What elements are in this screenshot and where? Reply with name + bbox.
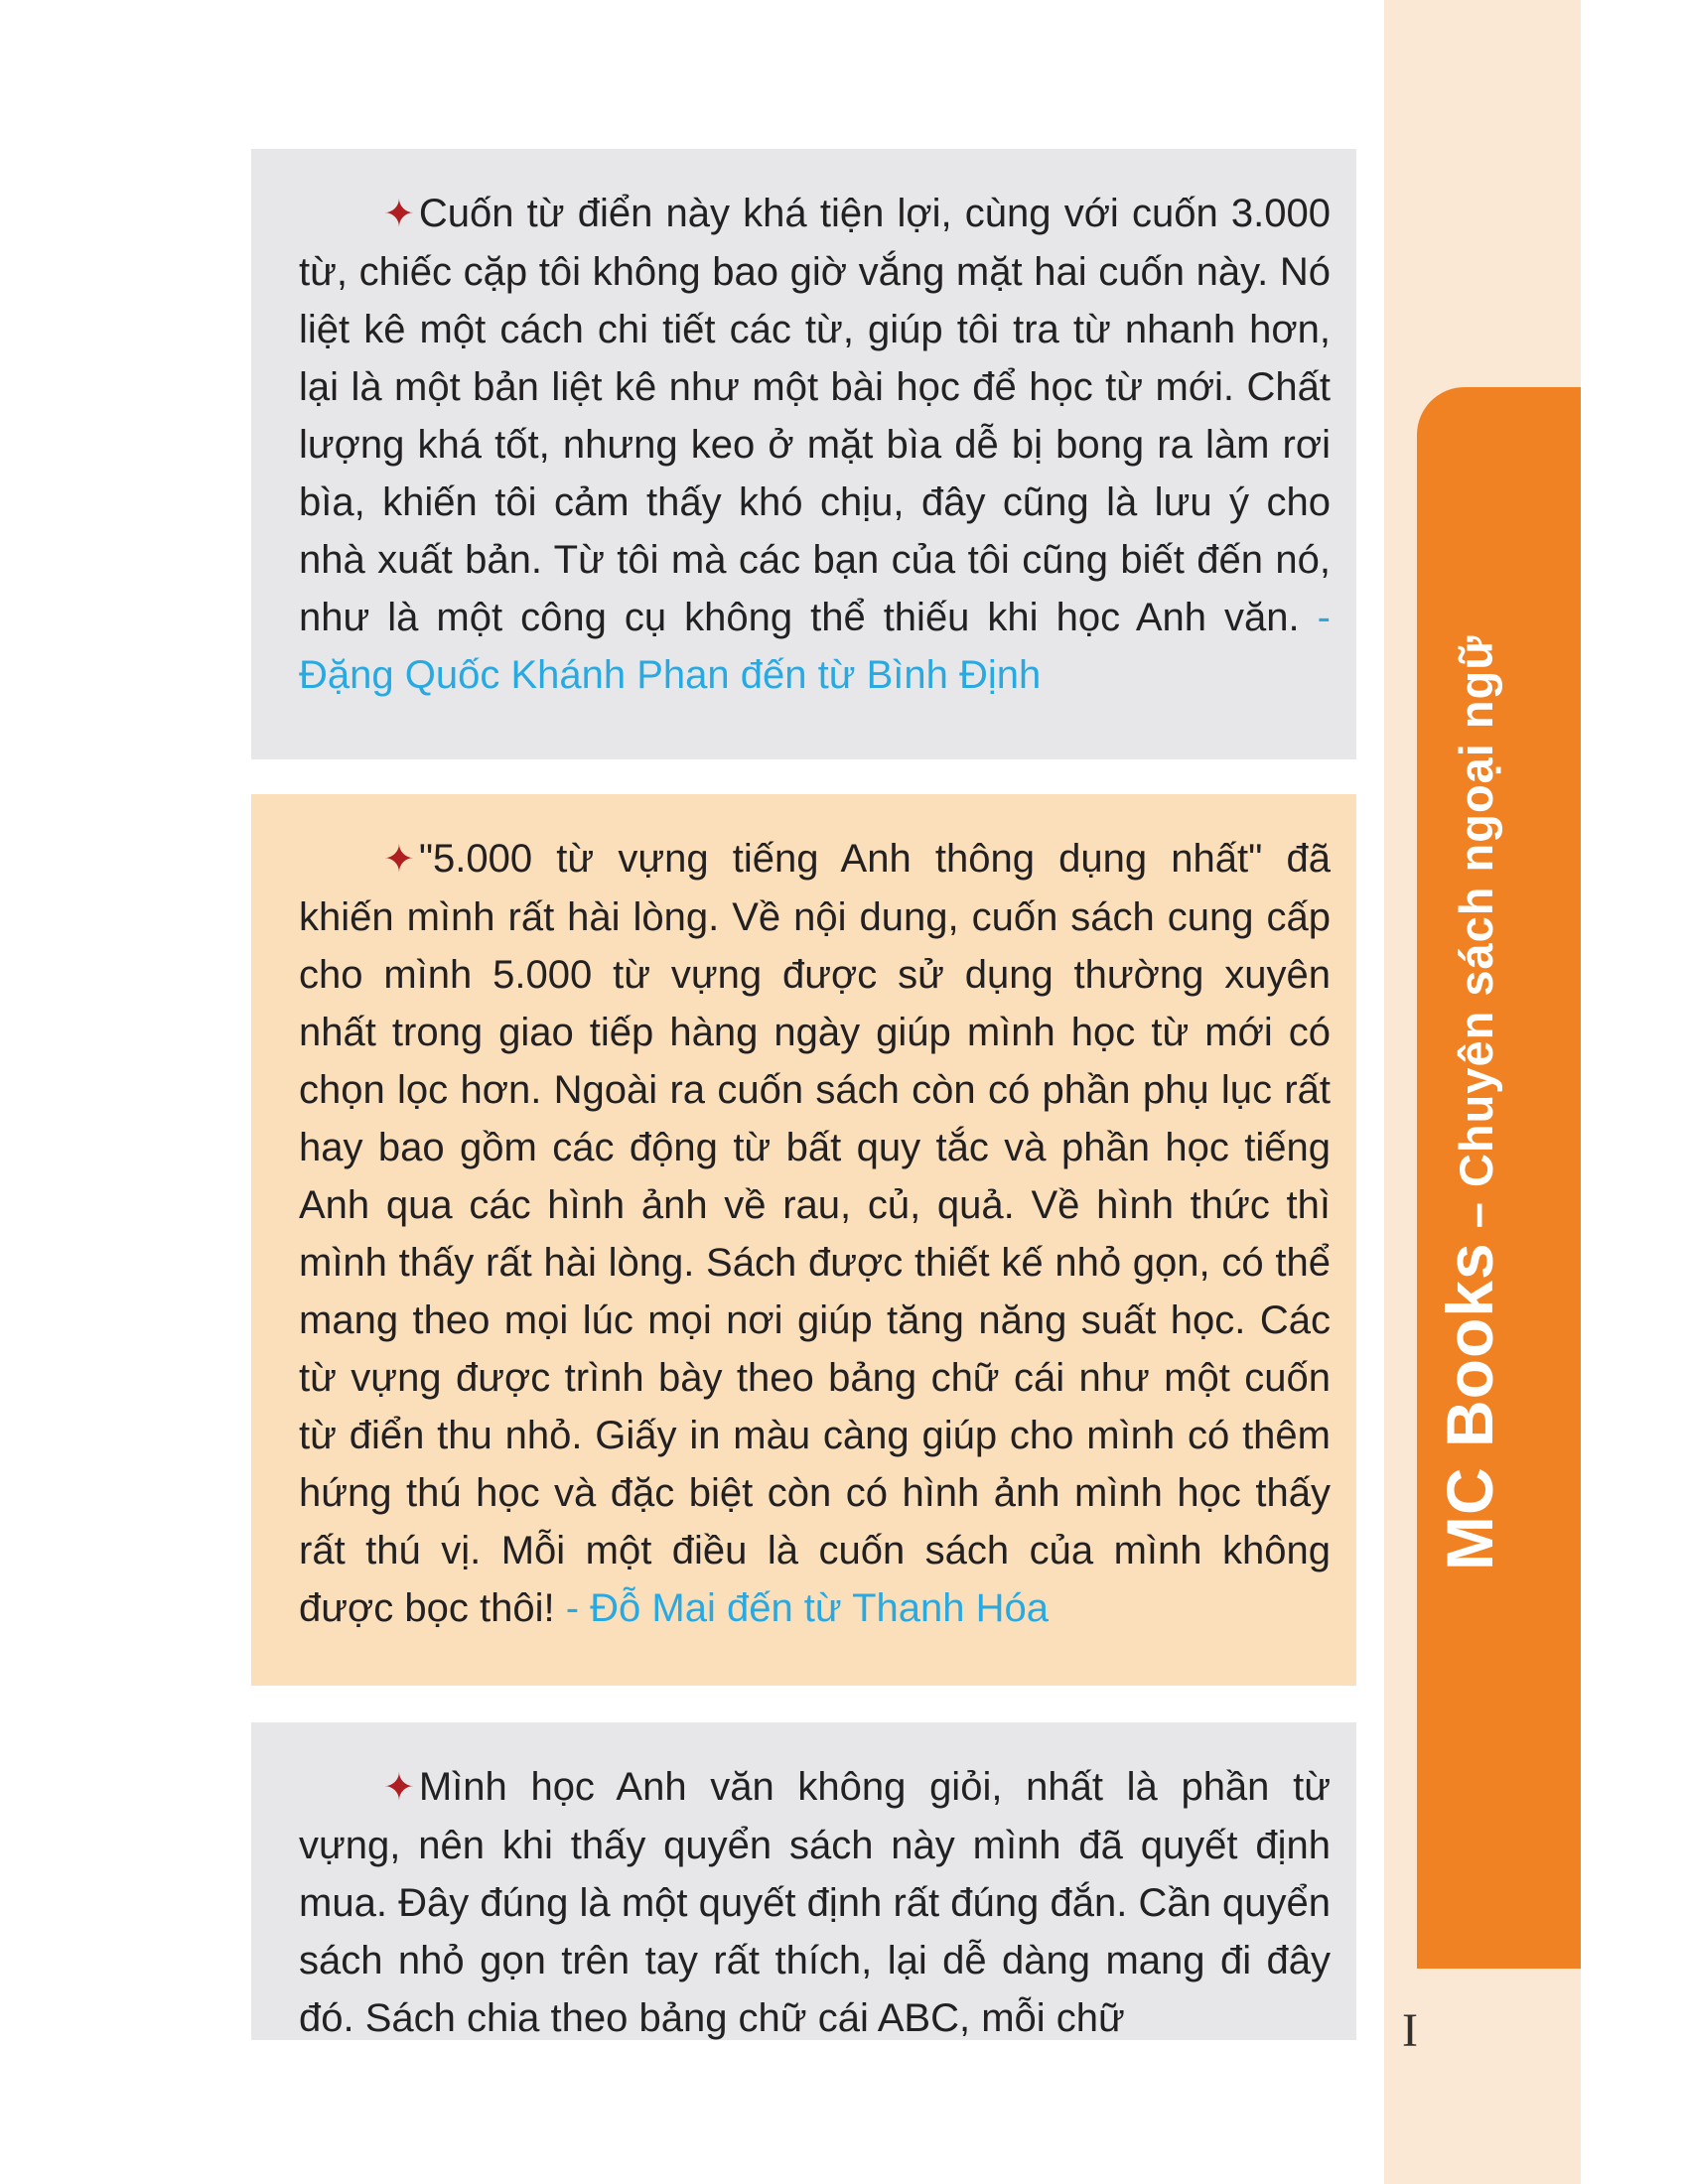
review-text	[299, 830, 1331, 1637]
review-text	[299, 1758, 1331, 2040]
reviews-content	[251, 0, 1356, 2040]
review-author: - Đỗ Mai đến từ Thanh Hóa	[565, 1586, 1049, 1630]
star-icon: ✦	[383, 839, 415, 881]
brand-vertical-text	[1433, 635, 1529, 1570]
review-card	[251, 794, 1356, 1686]
review-body: Mình học Anh văn không giỏi, nhất là phần từ vựng, nên khi thấy quyển sách này mình đã quyết định mua. Đây đúng là một quyết định rất đúng đắn. Cần quyển sách nhỏ gọn trên tay rất thích, lại dễ dàng mang đi đây đó. Sách chia theo bảng chữ cái ABC, mỗi chữ	[299, 1765, 1331, 2040]
page-number: I	[1402, 2004, 1418, 2057]
brand-tagline: – Chuyên sách ngoại ngữ	[1450, 634, 1502, 1243]
review-card	[251, 1722, 1356, 2040]
star-icon: ✦	[383, 1767, 415, 1809]
sidebar-column	[1384, 0, 1581, 2184]
review-body: "5.000 từ vựng tiếng Anh thông dụng nhất" đã khiến mình rất hài lòng. Về nội dung, cuốn sách cung cấp cho mình 5.000 từ vựng được sử dụng thường xuyên nhất trong giao tiếp hàng ngày giúp mình học từ mới có chọn lọc hơn. Ngoài ra cuốn sách còn có phần phụ lục rất hay bao gồm các động từ bất quy tắc và phần học tiếng Anh qua các hình ảnh về rau, củ, quả. Về hình thức thì mình thấy rất hài lòng. Sách được thiết kế nhỏ gọn, có thể mang theo mọi lúc mọi nơi giúp tăng năng suất học. Các từ vựng được trình bày theo bảng chữ cái như một cuốn từ điển thu nhỏ. Giấy in màu càng giúp cho mình có thêm hứng thú học và đặc biệt còn có hình ảnh mình học thấy rất thú vị. Mỗi một điều là cuốn sách của mình không được bọc thôi!	[299, 837, 1331, 1630]
review-card	[251, 149, 1356, 759]
sidebar-banner	[1417, 387, 1581, 1969]
review-body: Cuốn từ điển này khá tiện lợi, cùng với cuốn 3.000 từ, chiếc cặp tôi không bao giờ vắng mặt hai cuốn này. Nó liệt kê một cách chi tiết các từ, giúp tôi tra từ nhanh hơn, lại là một bản liệt kê như một bài học để học từ mới. Chất lượng khá tốt, nhưng keo ở mặt bìa dễ bị bong ra làm rơi bìa, khiến tôi cảm thấy khó chịu, đây cũng là lưu ý cho nhà xuất bản. Từ tôi mà các bạn của tôi cũng biết đến nó, như là một công cụ không thể thiếu khi học Anh văn.	[299, 192, 1331, 639]
review-text	[299, 185, 1331, 704]
star-icon: ✦	[383, 194, 415, 235]
review-author: - Đặng Quốc Khánh Phan đến từ Bình Định	[299, 596, 1331, 697]
brand-name: MC Books	[1433, 1242, 1506, 1570]
